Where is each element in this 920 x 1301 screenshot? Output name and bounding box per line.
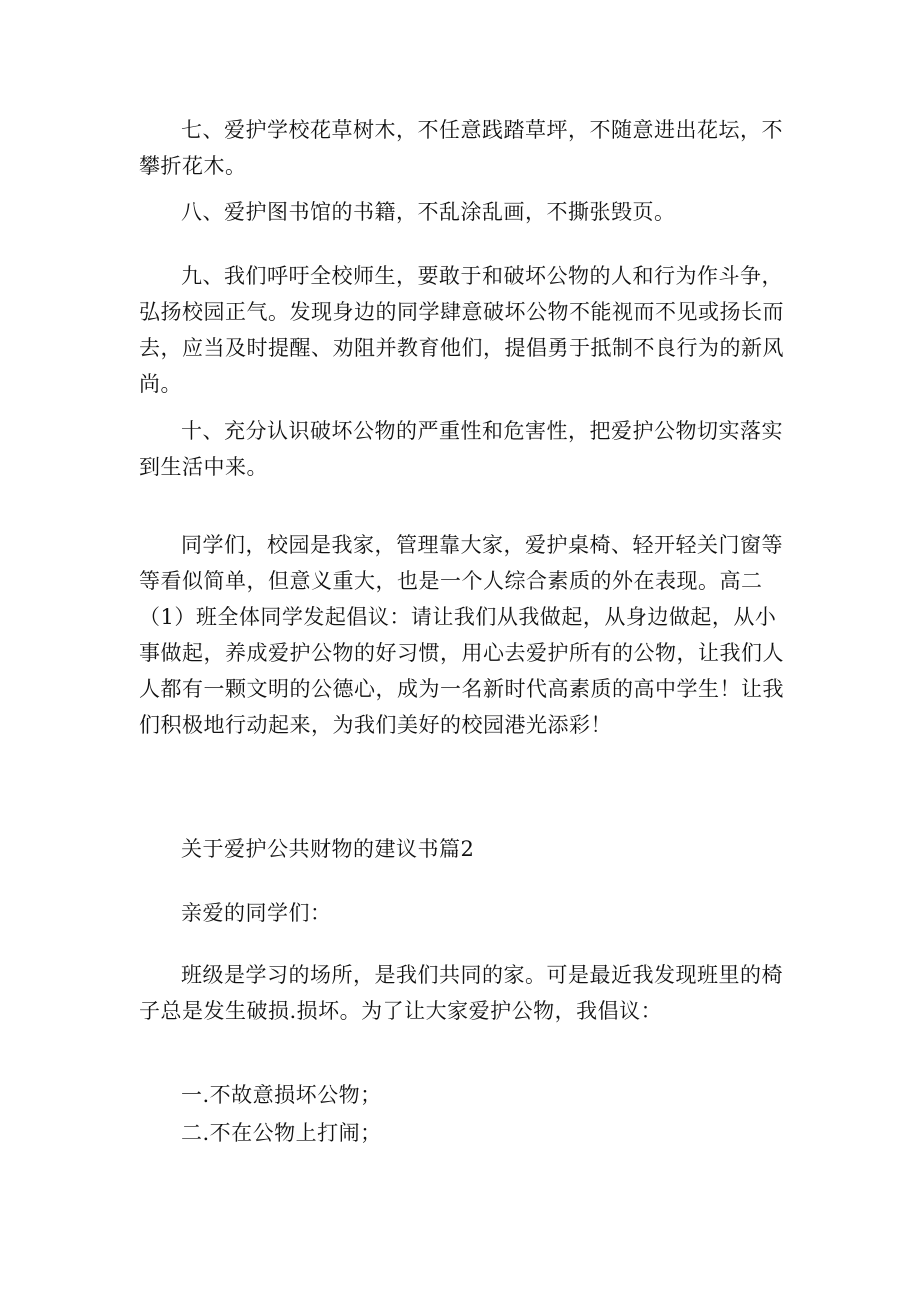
- greeting: 亲爱的同学们：: [181, 901, 332, 925]
- section-title: 关于爱护公共财物的建议书篇2: [181, 837, 475, 861]
- paragraph-9: 九、我们呼吁全校师生，要敢于和破坏公物的人和行为作斗争，弘扬校园正气。发现身边的同学肆意破坏公物不能视而不见或扬长而去，应当及时提醒、劝阻并教育他们，提倡勇于抵制不良行为的新风尚。: [139, 264, 784, 396]
- list-item: 一.不故意损坏公物；: [181, 1083, 382, 1107]
- paragraph-10: 十、充分认识破坏公物的严重性和危害性，把爱护公物切实落实到生活中来。: [139, 419, 783, 479]
- paragraph-closing: 同学们，校园是我家，管理靠大家，爱护桌椅、轻开轻关门窗等等看似简单，但意义重大，也是一个人综合素质的外在表现。高二（1）班全体同学发起倡议：请让我们从我做起，从身边做起，从小事做起，养成爱护公物的好习惯，用心去爱护所有的公物，让我们人人都有一颗文明的公德心，成为一名新时代高素质的高中学生！让我们积极地行动起来，为我们美好的校园港光添彩！: [139, 533, 784, 737]
- intro-paragraph: 班级是学习的场所，是我们共同的家。可是最近我发现班里的椅子总是发生破损.损坏。为了让大家爱护公物，我倡议：: [139, 963, 783, 1023]
- paragraph-8: 八、爱护图书馆的书籍，不乱涂乱画，不撕张毁页。: [181, 200, 676, 224]
- list-item: 二.不在公物上打闹；: [181, 1121, 382, 1145]
- paragraph-7: 七、爱护学校花草树木，不任意践踏草坪，不随意进出花坛，不攀折花木。: [139, 118, 783, 178]
